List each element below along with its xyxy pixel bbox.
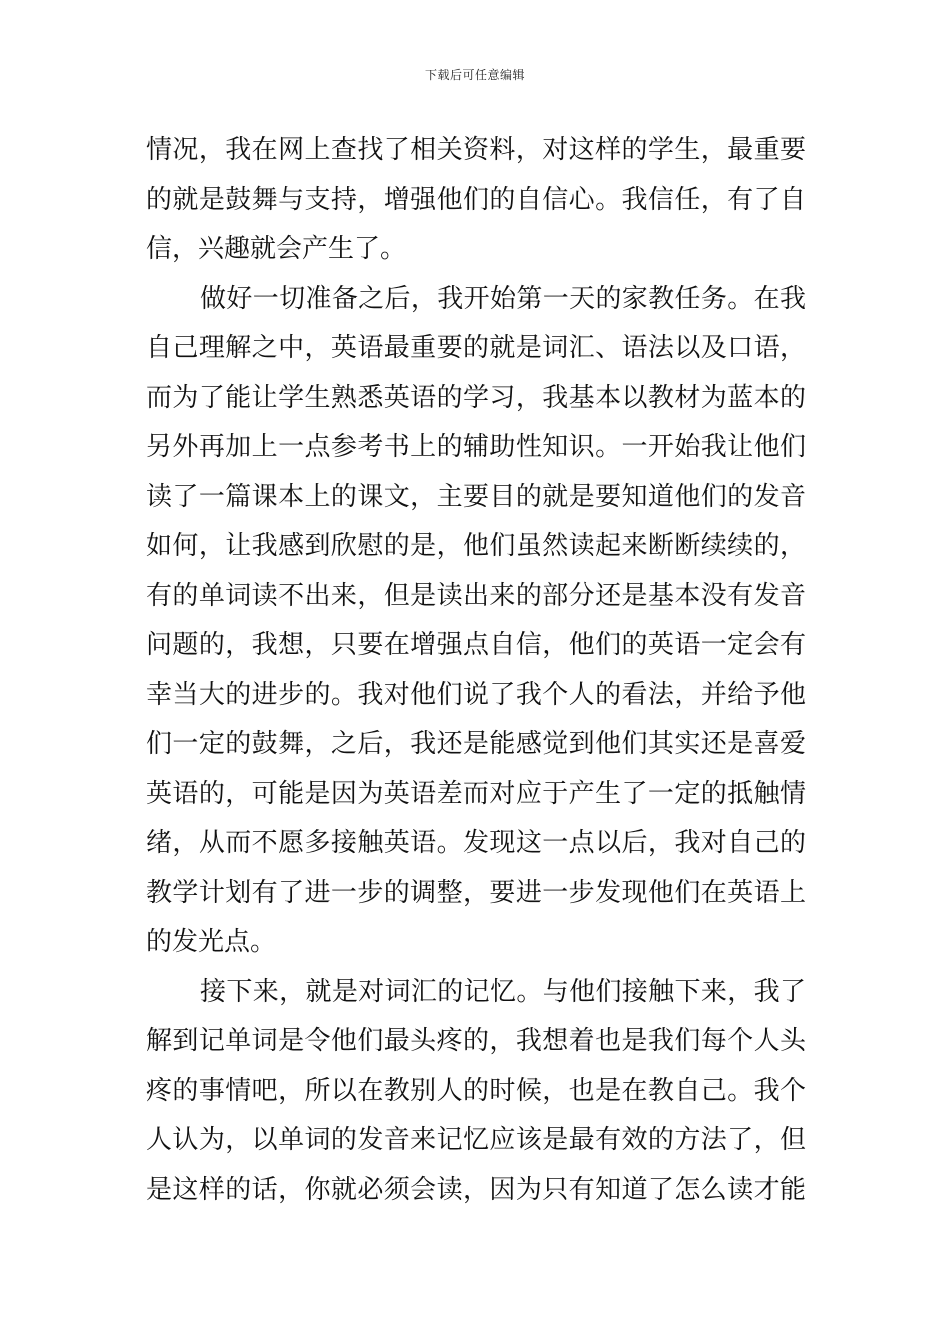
text-line: 英语的，可能是因为英语差而对应于产生了一定的抵触情	[146, 778, 806, 809]
text-line: 人认为，以单词的发音来记忆应该是最有效的方法了，但	[146, 1125, 806, 1155]
text-line: 的就是鼓舞与支持，增强他们的自信心。我信任，有了自	[146, 184, 806, 215]
text-line: 接下来，就是对词汇的记忆。与他们接触下来，我了	[200, 976, 806, 1007]
text-line: 们一定的鼓舞，之后，我还是能感觉到他们其实还是喜爱	[146, 729, 806, 759]
text-line: 问题的，我想，只要在增强点自信，他们的英语一定会有	[146, 630, 806, 660]
page-header: 下载后可任意编辑	[424, 68, 525, 82]
text-line: 做好一切准备之后，我开始第一天的家教任务。在我	[200, 283, 806, 314]
text-line: 如何，让我感到欣慰的是，他们虽然读起来断断续续的，	[146, 531, 806, 561]
text-line: 绪，从而不愿多接触英语。发现这一点以后，我对自己的	[146, 828, 806, 858]
text-line: 信，兴趣就会产生了。	[146, 234, 407, 264]
text-line: 有的单词读不出来，但是读出来的部分还是基本没有发音	[146, 580, 806, 611]
text-line: 情况，我在网上查找了相关资料，对这样的学生，最重要	[146, 135, 806, 165]
text-line: 解到记单词是令他们最头疼的，我想着也是我们每个人头	[146, 1026, 806, 1056]
text-line: 的发光点。	[146, 927, 277, 957]
text-line: 教学计划有了进一步的调整，要进一步发现他们在英语上	[146, 877, 806, 908]
text-line: 幸当大的进步的。我对他们说了我个人的看法，并给予他	[146, 679, 806, 710]
text-line: 而为了能让学生熟悉英语的学习，我基本以教材为蓝本的	[146, 382, 806, 413]
document-body	[146, 126, 806, 1215]
text-line: 另外再加上一点参考书上的辅助性知识。一开始我让他们	[146, 432, 806, 462]
text-line: 是这样的话，你就必须会读，因为只有知道了怎么读才能	[146, 1174, 806, 1205]
text-line: 自己理解之中，英语最重要的就是词汇、语法以及口语，	[146, 333, 806, 363]
text-line: 疼的事情吧，所以在教别人的时候，也是在教自己。我个	[146, 1075, 806, 1106]
text-line: 读了一篇课本上的课文，主要目的就是要知道他们的发音	[146, 481, 806, 512]
